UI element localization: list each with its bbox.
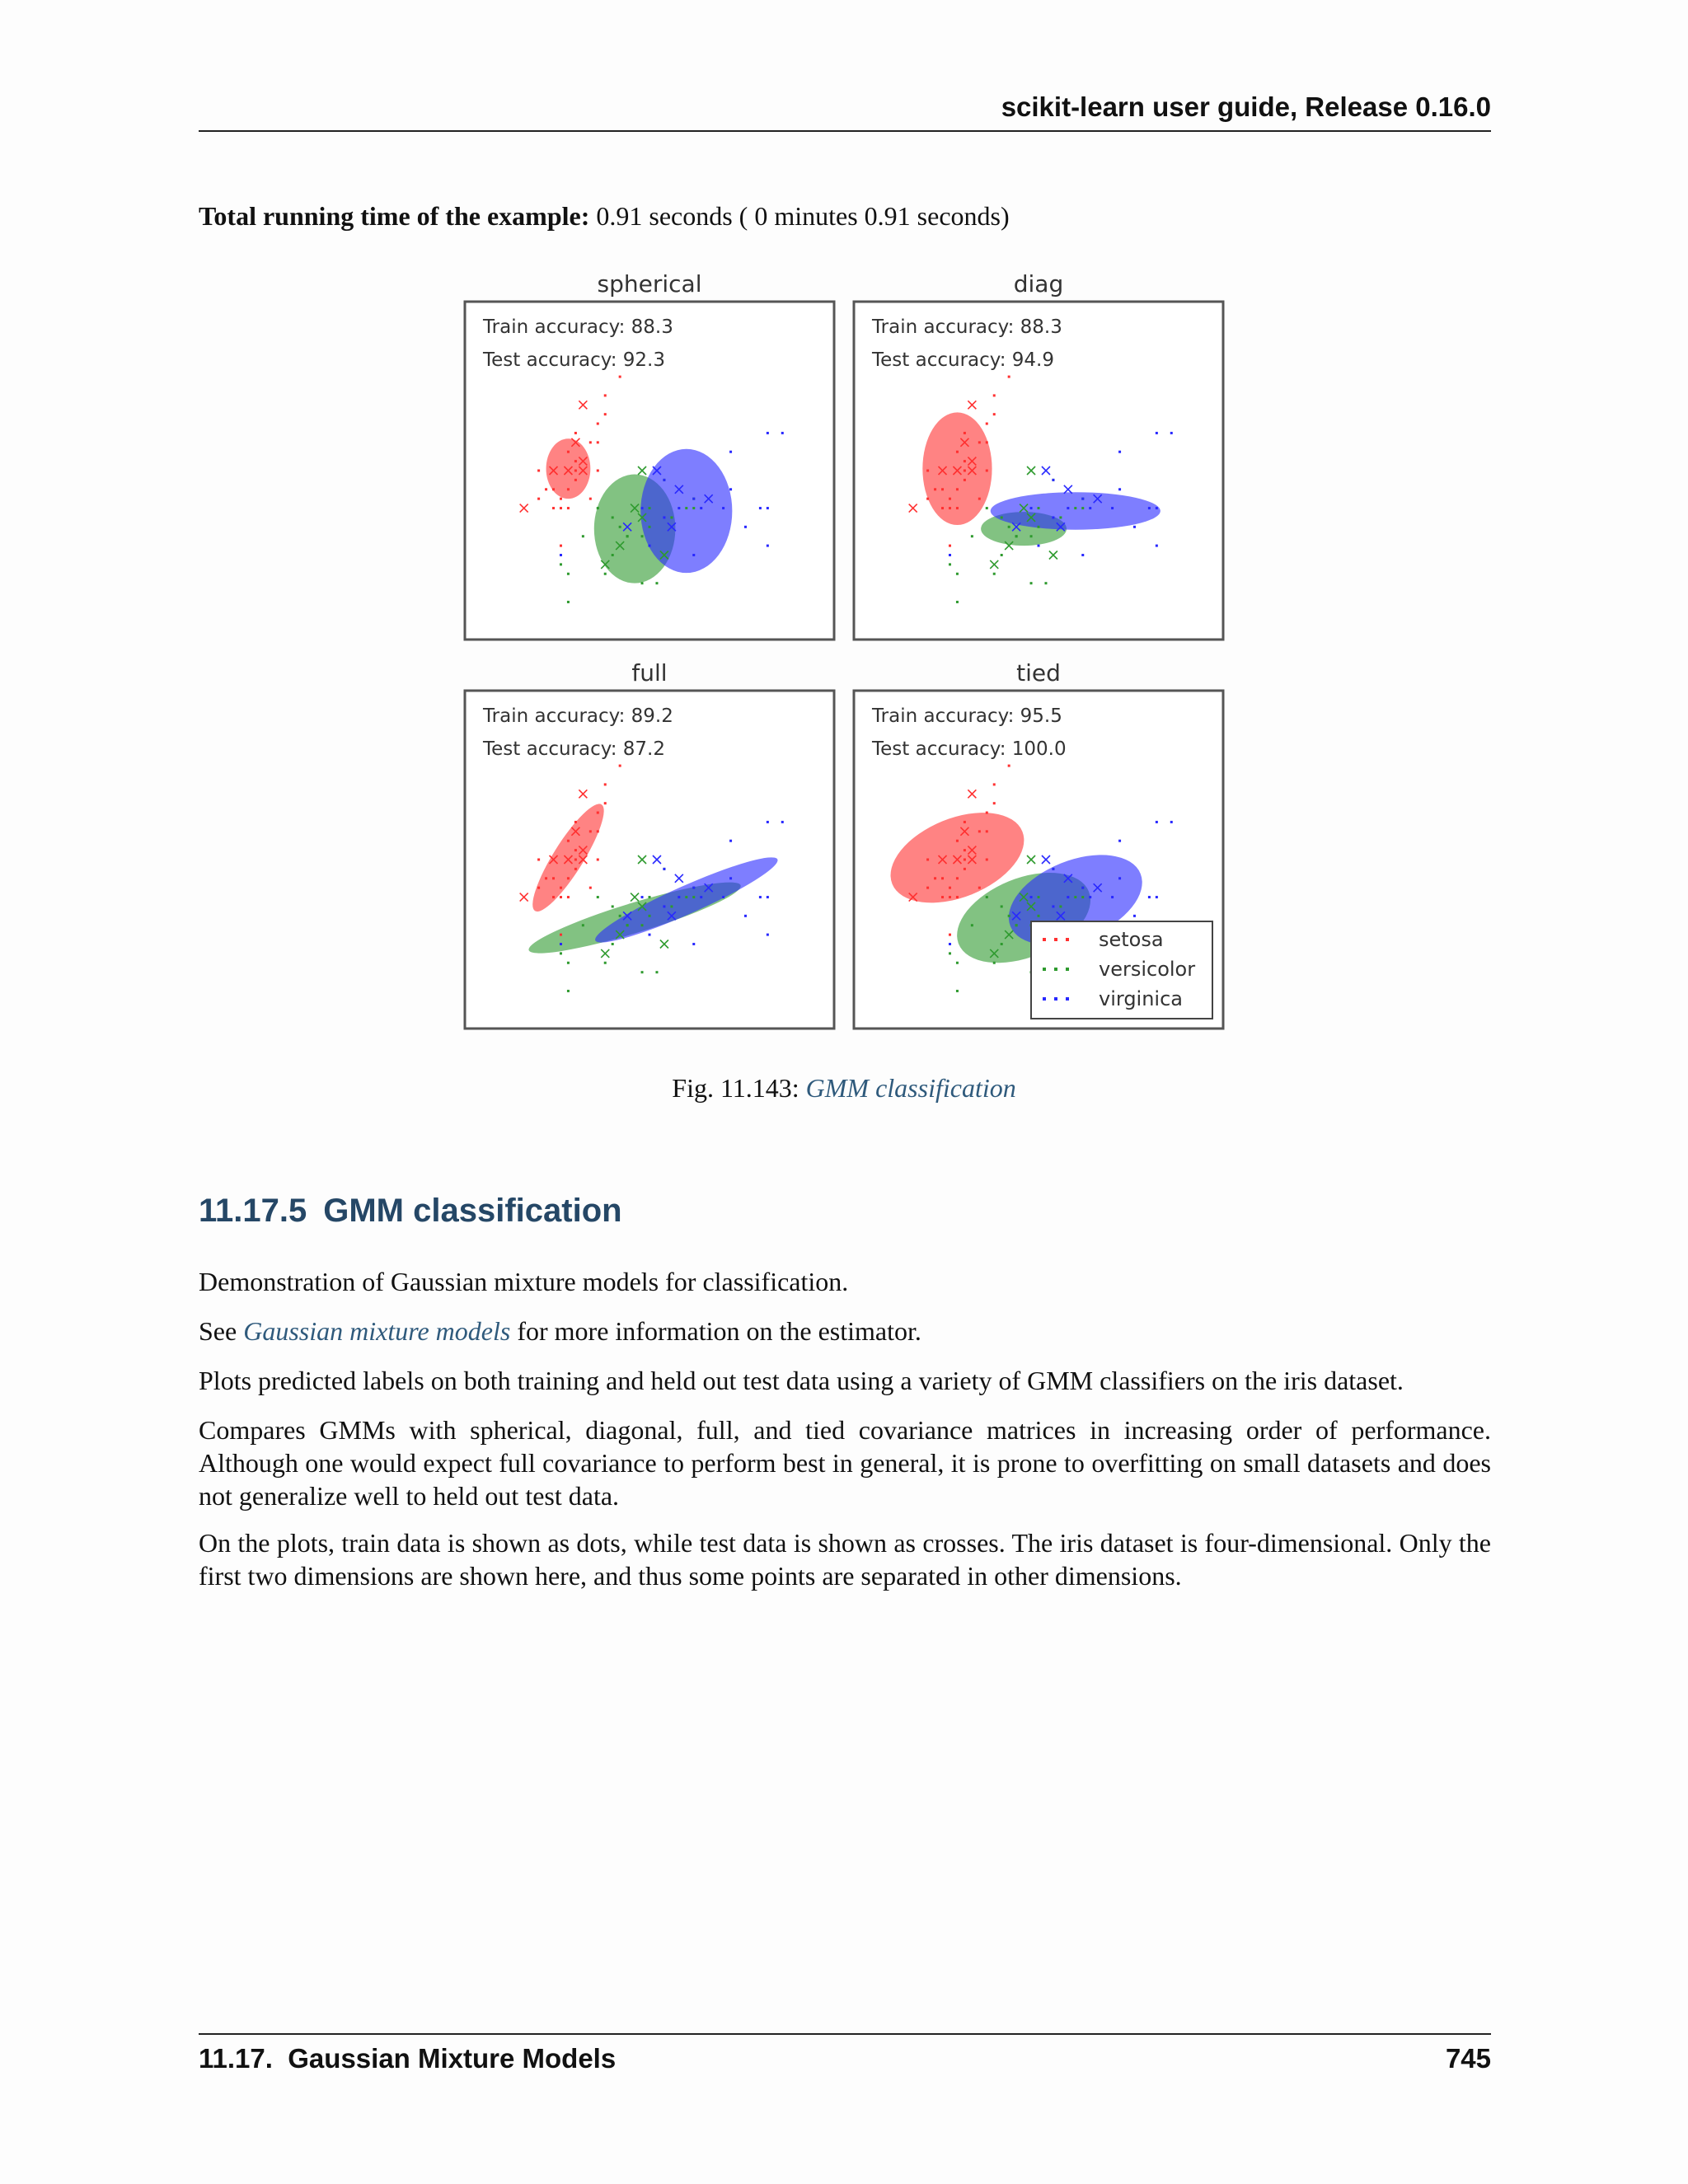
setosa-train-dot	[941, 877, 944, 879]
setosa-train-dot	[978, 830, 981, 832]
versicolor-train-dot	[986, 896, 988, 898]
setosa-train-dot	[1008, 765, 1010, 767]
figure-caption	[0, 1071, 1688, 1104]
setosa-train-dot	[964, 479, 966, 481]
setosa-train-dot	[964, 849, 966, 851]
versicolor-train-dot	[1044, 582, 1047, 584]
versicolor-train-dot	[1059, 905, 1062, 907]
setosa-train-dot	[949, 498, 951, 500]
versicolor-train-dot	[670, 516, 673, 518]
setosa-train-dot	[567, 451, 570, 453]
setosa-train-dot	[567, 488, 570, 490]
virginica-train-dot	[744, 526, 747, 528]
paragraph-5: On the plots, train data is shown as dots, while test data is shown as crosses. The iris dataset is four-dimensional. Only the first two dimensions are shown here, and thus some points are separated in other dimensions.	[199, 1528, 1491, 1591]
panel-full	[465, 659, 834, 1029]
setosa-train-dot	[552, 877, 555, 879]
setosa-train-dot	[574, 821, 577, 823]
virginica-train-dot	[1089, 896, 1091, 898]
setosa-train-dot	[993, 413, 996, 415]
virginica-train-dot	[692, 554, 695, 556]
versicolor-train-dot	[655, 582, 658, 584]
setosa-train-dot	[978, 441, 981, 443]
setosa-train-dot	[986, 859, 988, 861]
footer-section: 11.17. Gaussian Mixture Models	[199, 2043, 617, 2074]
virginica-train-dot	[781, 821, 784, 823]
versicolor-train-dot	[949, 563, 951, 565]
versicolor-train-dot	[619, 915, 621, 917]
setosa-train-dot	[567, 896, 570, 898]
virginica-train-dot	[767, 896, 769, 898]
footer-rule	[199, 2033, 1491, 2035]
versicolor-train-dot	[612, 554, 614, 556]
legend-marker-setosa	[1066, 938, 1069, 941]
running-header: scikit-learn user guide, Release 0.16.0	[1001, 91, 1491, 122]
versicolor-train-dot	[567, 601, 570, 603]
versicolor-train-dot	[670, 905, 673, 907]
virginica-train-dot	[700, 896, 702, 898]
setosa-train-dot	[956, 877, 959, 879]
p2-suffix: for more information on the estimator.	[510, 1316, 921, 1346]
setosa-train-dot	[986, 423, 988, 425]
virginica-train-dot	[692, 887, 695, 889]
versicolor-train-dot	[567, 962, 570, 964]
setosa-train-dot	[552, 488, 555, 490]
virginica-train-dot	[759, 507, 762, 509]
setosa-train-dot	[604, 413, 607, 415]
gmm-figure-svg	[462, 265, 1228, 1036]
setosa-train-dot	[993, 394, 996, 396]
virginica-train-dot	[663, 516, 665, 518]
setosa-train-dot	[956, 488, 959, 490]
page-number: 745	[1445, 2043, 1491, 2074]
versicolor-train-dot	[685, 896, 687, 898]
setosa-train-dot	[537, 498, 540, 500]
train-accuracy-label: Train accuracy: 88.3	[872, 316, 1062, 338]
virginica-train-dot	[1170, 821, 1173, 823]
setosa-train-dot	[986, 441, 988, 443]
virginica-train-dot	[1081, 498, 1084, 500]
versicolor-train-dot	[560, 952, 562, 954]
virginica-train-dot	[729, 488, 732, 490]
virginica-train-dot	[560, 554, 562, 556]
versicolor-train-dot	[1038, 896, 1040, 898]
setosa-train-dot	[986, 812, 988, 814]
section-title: GMM classification	[323, 1193, 622, 1229]
test-accuracy-label: Test accuracy: 87.2	[483, 738, 665, 760]
setosa-train-dot	[619, 765, 621, 767]
virginica-train-dot	[692, 498, 695, 500]
virginica-train-dot	[767, 821, 769, 823]
versicolor-train-dot	[956, 601, 959, 603]
versicolor-train-dot	[649, 507, 651, 509]
virginica-train-dot	[1156, 432, 1158, 434]
setosa-train-dot	[964, 868, 966, 870]
versicolor-train-dot	[1074, 507, 1076, 509]
versicolor-train-dot	[1008, 915, 1010, 917]
virginica-train-dot	[1030, 896, 1033, 898]
setosa-train-dot	[949, 545, 951, 547]
setosa-train-dot	[567, 507, 570, 509]
setosa-train-dot	[574, 859, 577, 861]
setosa-train-dot	[956, 896, 959, 898]
virginica-train-dot	[1052, 868, 1054, 870]
virginica-train-dot	[949, 554, 951, 556]
versicolor-train-dot	[1038, 507, 1040, 509]
setosa-train-dot	[934, 488, 936, 490]
setosa-train-dot	[964, 432, 966, 434]
legend-marker-versicolor	[1043, 968, 1046, 971]
panel-title: diag	[1013, 270, 1064, 298]
train-accuracy-label: Train accuracy: 88.3	[483, 316, 673, 338]
paragraph-1: Demonstration of Gaussian mixture models for classification.	[199, 1267, 849, 1296]
setosa-train-dot	[567, 840, 570, 842]
setosa-train-dot	[949, 507, 951, 509]
paragraph-4: Compares GMMs with spherical, diagonal, full, and tied covariance matrices in increasing order of performance. Although one would expect full covariance to perform best in general, it is prone to overfitting on small datasets and does not generalize well to held out test data.	[199, 1415, 1491, 1511]
setosa-train-dot	[589, 498, 592, 500]
virginica-train-dot	[1067, 896, 1069, 898]
virginica-train-dot	[1118, 451, 1121, 453]
versicolor-train-dot	[971, 924, 973, 926]
virginica-train-dot	[1052, 479, 1054, 481]
setosa-train-dot	[941, 507, 944, 509]
versicolor-train-dot	[1030, 582, 1033, 584]
versicolor-train-dot	[626, 535, 629, 537]
setosa-train-dot	[993, 783, 996, 785]
setosa-train-dot	[552, 507, 555, 509]
legend-marker-virginica	[1054, 997, 1057, 1001]
virginica-train-dot	[678, 507, 680, 509]
virginica-train-dot	[729, 877, 732, 879]
paragraph-3: Plots predicted labels on both training and held out test data using a variety of GMM classifiers on the iris dataset.	[199, 1366, 1404, 1395]
versicolor-train-dot	[1001, 905, 1003, 907]
virginica-train-dot	[678, 896, 680, 898]
legend-marker-virginica	[1066, 997, 1069, 1001]
virginica-train-dot	[759, 896, 762, 898]
setosa-train-dot	[574, 849, 577, 851]
section-heading	[199, 1190, 622, 1231]
setosa-train-dot	[941, 896, 944, 898]
versicolor-train-dot	[597, 507, 599, 509]
setosa-train-dot	[993, 802, 996, 804]
virginica-train-dot	[1089, 507, 1091, 509]
virginica-train-dot	[1148, 507, 1151, 509]
virginica-train-dot	[722, 507, 724, 509]
versicolor-train-dot	[1008, 526, 1010, 528]
gaussian-mixture-models-link[interactable]: Gaussian mixture models	[243, 1316, 511, 1346]
setosa-train-dot	[574, 460, 577, 462]
runtime-label: Total running time of the example:	[199, 201, 590, 231]
setosa-train-dot	[597, 423, 599, 425]
setosa-train-dot	[978, 887, 981, 889]
setosa-train-dot	[552, 896, 555, 898]
virginica-train-dot	[641, 896, 644, 898]
versicolor-train-dot	[1038, 526, 1040, 528]
legend-marker-setosa	[1043, 938, 1046, 941]
versicolor-train-dot	[692, 896, 695, 898]
versicolor-train-dot	[1081, 507, 1084, 509]
virginica-train-dot	[663, 479, 665, 481]
versicolor-train-dot	[597, 896, 599, 898]
panel-title: spherical	[597, 270, 702, 298]
versicolor-train-dot	[1038, 915, 1040, 917]
setosa-train-dot	[545, 488, 547, 490]
setosa-train-dot	[964, 859, 966, 861]
setosa-train-dot	[604, 802, 607, 804]
caption-link[interactable]: GMM classification	[805, 1073, 1016, 1103]
versicolor-train-dot	[685, 507, 687, 509]
legend-label-versicolor: versicolor	[1099, 958, 1196, 981]
legend-label-virginica: virginica	[1099, 987, 1183, 1010]
virginica-train-dot	[1067, 507, 1069, 509]
virginica-train-dot	[781, 432, 784, 434]
legend-marker-virginica	[1043, 997, 1046, 1001]
versicolor-train-dot	[641, 971, 644, 973]
train-accuracy-label: Train accuracy: 95.5	[872, 705, 1062, 727]
versicolor-train-dot	[560, 563, 562, 565]
virginica-train-dot	[1081, 887, 1084, 889]
setosa-train-dot	[956, 840, 959, 842]
versicolor-train-dot	[1015, 535, 1018, 537]
versicolor-train-dot	[1030, 535, 1033, 537]
versicolor-train-dot	[626, 924, 629, 926]
panel-title: tied	[1016, 659, 1061, 687]
virginica-train-dot	[1111, 507, 1114, 509]
setosa-train-dot	[574, 432, 577, 434]
setosa-train-dot	[978, 498, 981, 500]
virginica-train-dot	[1133, 526, 1136, 528]
versicolor-train-dot	[993, 962, 996, 964]
virginica-train-dot	[1156, 507, 1158, 509]
versicolor-train-dot	[1081, 896, 1084, 898]
panel-title: full	[631, 659, 668, 687]
virginica-train-dot	[1052, 516, 1054, 518]
virginica-train-dot	[744, 915, 747, 917]
setosa-train-dot	[926, 887, 929, 889]
gmm-figure	[462, 265, 1228, 1036]
setosa-train-dot	[619, 376, 621, 378]
setosa-train-dot	[604, 783, 607, 785]
panel-diag	[854, 270, 1223, 640]
setosa-train-dot	[567, 877, 570, 879]
setosa-train-dot	[560, 498, 562, 500]
ellipse-virginica	[991, 492, 1160, 530]
setosa-train-dot	[537, 887, 540, 889]
setosa-train-dot	[949, 887, 951, 889]
versicolor-train-dot	[582, 924, 584, 926]
setosa-train-dot	[597, 470, 599, 472]
virginica-train-dot	[1030, 507, 1033, 509]
virginica-train-dot	[560, 943, 562, 945]
versicolor-train-dot	[993, 573, 996, 575]
setosa-train-dot	[926, 859, 929, 861]
versicolor-train-dot	[655, 971, 658, 973]
setosa-train-dot	[964, 821, 966, 823]
setosa-train-dot	[589, 830, 592, 832]
virginica-train-dot	[1111, 896, 1114, 898]
virginica-train-dot	[1156, 896, 1158, 898]
versicolor-train-dot	[604, 573, 607, 575]
section-number: 11.17.5	[199, 1193, 307, 1229]
legend-marker-versicolor	[1066, 968, 1069, 971]
virginica-train-dot	[1118, 877, 1121, 879]
virginica-train-dot	[729, 451, 732, 453]
setosa-train-dot	[964, 470, 966, 472]
versicolor-train-dot	[956, 573, 959, 575]
versicolor-train-dot	[1001, 554, 1003, 556]
versicolor-train-dot	[641, 535, 644, 537]
setosa-train-dot	[956, 451, 959, 453]
p2-prefix: See	[199, 1316, 244, 1346]
setosa-train-dot	[949, 896, 951, 898]
test-accuracy-label: Test accuracy: 92.3	[483, 349, 665, 371]
virginica-train-dot	[767, 934, 769, 936]
versicolor-train-dot	[582, 535, 584, 537]
test-accuracy-label: Test accuracy: 100.0	[872, 738, 1067, 760]
versicolor-train-dot	[641, 582, 644, 584]
virginica-train-dot	[722, 896, 724, 898]
runtime-line	[199, 199, 1010, 232]
page-footer	[199, 2042, 1491, 2075]
virginica-train-dot	[1148, 896, 1151, 898]
virginica-train-dot	[663, 905, 665, 907]
setosa-train-dot	[560, 896, 562, 898]
setosa-train-dot	[934, 877, 936, 879]
virginica-train-dot	[1156, 545, 1158, 547]
virginica-train-dot	[1133, 915, 1136, 917]
versicolor-train-dot	[1015, 924, 1018, 926]
virginica-train-dot	[767, 507, 769, 509]
versicolor-train-dot	[619, 526, 621, 528]
setosa-train-dot	[589, 441, 592, 443]
versicolor-train-dot	[612, 905, 614, 907]
caption-prefix: Fig. 11.143:	[672, 1073, 799, 1103]
train-accuracy-label: Train accuracy: 89.2	[483, 705, 673, 727]
versicolor-train-dot	[956, 962, 959, 964]
virginica-train-dot	[649, 934, 651, 936]
versicolor-train-dot	[949, 952, 951, 954]
virginica-train-dot	[729, 840, 732, 842]
versicolor-train-dot	[567, 990, 570, 992]
virginica-train-dot	[949, 943, 951, 945]
virginica-train-dot	[692, 943, 695, 945]
virginica-train-dot	[1118, 840, 1121, 842]
panel-tied	[854, 659, 1223, 1029]
setosa-train-dot	[589, 887, 592, 889]
versicolor-train-dot	[649, 526, 651, 528]
versicolor-train-dot	[692, 507, 695, 509]
virginica-train-dot	[767, 432, 769, 434]
virginica-train-dot	[1170, 432, 1173, 434]
setosa-train-dot	[604, 394, 607, 396]
test-accuracy-label: Test accuracy: 94.9	[872, 349, 1054, 371]
setosa-train-dot	[560, 887, 562, 889]
versicolor-train-dot	[1001, 943, 1003, 945]
virginica-train-dot	[1052, 905, 1054, 907]
setosa-train-dot	[574, 470, 577, 472]
runtime-value: 0.91 seconds ( 0 minutes 0.91 seconds)	[596, 201, 1010, 231]
versicolor-train-dot	[612, 516, 614, 518]
virginica-train-dot	[649, 545, 651, 547]
setosa-train-dot	[560, 934, 562, 936]
versicolor-train-dot	[567, 573, 570, 575]
setosa-train-dot	[574, 479, 577, 481]
setosa-train-dot	[949, 934, 951, 936]
versicolor-train-dot	[612, 943, 614, 945]
setosa-train-dot	[537, 859, 540, 861]
versicolor-train-dot	[1074, 896, 1076, 898]
virginica-train-dot	[1118, 488, 1121, 490]
setosa-train-dot	[574, 868, 577, 870]
versicolor-train-dot	[649, 915, 651, 917]
setosa-train-dot	[560, 507, 562, 509]
setosa-train-dot	[926, 498, 929, 500]
versicolor-train-dot	[971, 535, 973, 537]
versicolor-train-dot	[1059, 516, 1062, 518]
virginica-train-dot	[1038, 545, 1040, 547]
setosa-train-dot	[941, 488, 944, 490]
versicolor-train-dot	[649, 896, 651, 898]
setosa-train-dot	[964, 460, 966, 462]
virginica-train-dot	[663, 868, 665, 870]
versicolor-train-dot	[604, 962, 607, 964]
panel-spherical	[465, 270, 834, 640]
virginica-train-dot	[641, 507, 644, 509]
setosa-train-dot	[956, 507, 959, 509]
setosa-train-dot	[545, 877, 547, 879]
setosa-train-dot	[597, 830, 599, 832]
setosa-train-dot	[597, 441, 599, 443]
paragraph-2	[199, 1315, 1491, 1347]
setosa-train-dot	[597, 859, 599, 861]
setosa-train-dot	[537, 470, 540, 472]
virginica-train-dot	[700, 507, 702, 509]
virginica-train-dot	[767, 545, 769, 547]
legend-marker-versicolor	[1054, 968, 1057, 971]
virginica-train-dot	[1156, 821, 1158, 823]
setosa-train-dot	[560, 545, 562, 547]
setosa-train-dot	[597, 812, 599, 814]
versicolor-train-dot	[1001, 516, 1003, 518]
virginica-train-dot	[1081, 554, 1084, 556]
versicolor-train-dot	[986, 507, 988, 509]
header-rule	[199, 130, 1491, 132]
setosa-train-dot	[926, 470, 929, 472]
legend-label-setosa: setosa	[1099, 928, 1164, 951]
legend-marker-setosa	[1054, 938, 1057, 941]
setosa-train-dot	[1008, 376, 1010, 378]
versicolor-train-dot	[956, 990, 959, 992]
setosa-train-dot	[986, 830, 988, 832]
setosa-train-dot	[986, 470, 988, 472]
versicolor-train-dot	[641, 924, 644, 926]
